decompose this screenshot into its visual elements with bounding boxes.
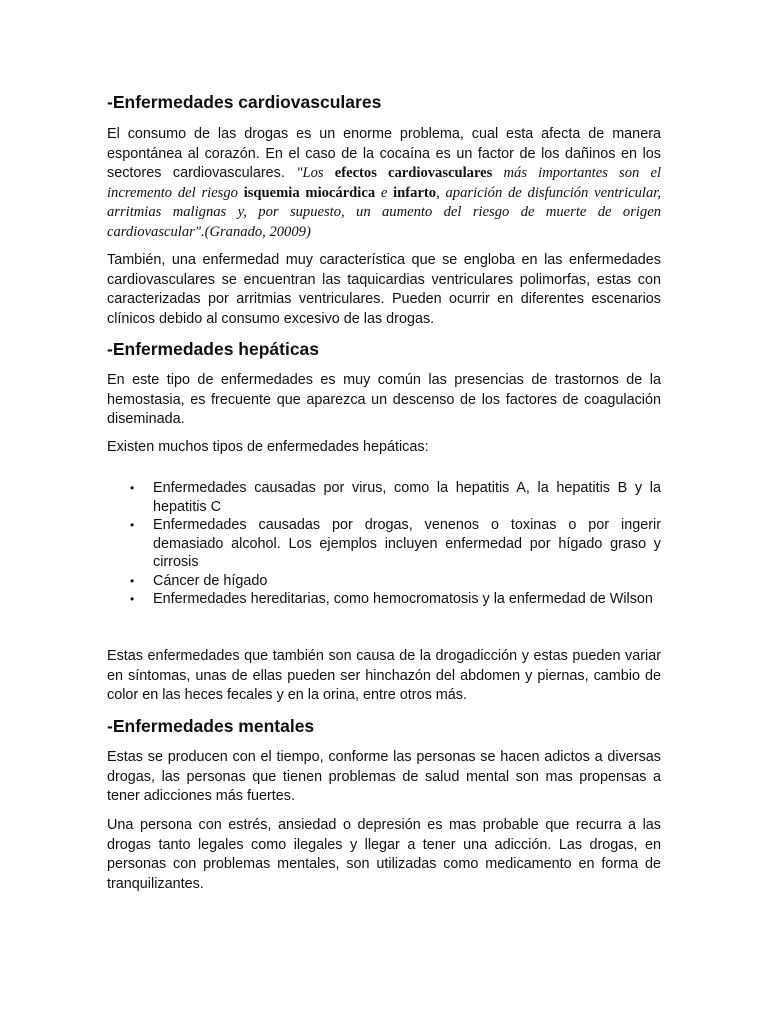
bullet-icon: • — [130, 481, 135, 495]
heading-cardiovasculares: -Enfermedades cardiovasculares — [107, 92, 382, 112]
quote-open: "Los — [296, 165, 335, 181]
list-item-text: Cáncer de hígado — [153, 572, 268, 589]
hepaticas-list — [107, 479, 661, 609]
list-item — [107, 590, 661, 609]
paragraph-cardio-1 — [107, 125, 661, 242]
quote-end: , aparición de disfunción ventricular, arritmias malignas y, por supuesto, un aumento del riesgo de muerte de origen cardiovascular".(Granado, 20009) — [107, 184, 661, 240]
list-item-text: Enfermedades causadas por drogas, venenos o toxinas o por ingerir demasiado alcohol. Los ejemplos incluyen enfermedad por hígado graso y cirrosis — [153, 517, 661, 570]
list-item-text: Enfermedades causadas por virus, como la hepatitis A, la hepatitis B y la hepatitis C — [153, 480, 661, 515]
paragraph-mentales-2: Una persona con estrés, ansiedad o depresión es mas probable que recurra a las drogas tanto legales como ilegales y llegar a tener una adicción. Las drogas, en personas con problemas mentales, son utilizadas como medicamento en forma de tranquilizantes. — [107, 817, 661, 892]
list-item — [107, 479, 661, 516]
list-item — [107, 572, 661, 591]
quote-bold-isquemia: isquemia miocárdica — [243, 184, 376, 201]
list-item — [107, 516, 661, 572]
list-item-text: Enfermedades hereditarias, como hemocromatosis y la enfermedad de Wilson — [153, 591, 653, 607]
bullet-icon: • — [130, 592, 135, 606]
paragraph-hepaticas-2: Existen muchos tipos de enfermedades hepáticas: — [107, 439, 429, 455]
paragraph-cardio-1-text: El consumo de las drogas es un enorme problema, cual esta afecta de manera espontánea al corazón. En el caso de la cocaína es un factor de los dañinos en los sectores cardiovasculares. — [107, 126, 661, 181]
paragraph-mentales-1: Estas se producen con el tiempo, conforme las personas se hacen adictos a diversas drogas, las personas que tienen problemas de salud mental son mas propensas a tener adicciones más fuertes. — [107, 749, 661, 804]
heading-hepaticas: -Enfermedades hepáticas — [107, 339, 320, 359]
bullet-icon: • — [130, 518, 135, 532]
quote-mid-1: más importantes son el incremento del riesgo — [107, 165, 661, 201]
paragraph-hepaticas-1: En este tipo de enfermedades es muy común las presencias de trastornos de la hemostasia, es frecuente que aparezca un descenso de los factores de coagulación diseminada. — [107, 372, 661, 427]
quote-bold-infarto: infarto — [393, 184, 437, 201]
paragraph-hepaticas-3: Estas enfermedades que también son causa de la drogadicción y estas pueden variar en síntomas, unas de ellas pueden ser hinchazón del abdomen y piernas, cambio de color en las heces fecales y en la orina, entre otros más. — [107, 648, 661, 703]
heading-mentales: -Enfermedades mentales — [107, 716, 315, 736]
paragraph-cardio-2: También, una enfermedad muy característica que se engloba en las enfermedades cardiovasculares se encuentran las taquicardias ventriculares polimorfas, estas con caracterizadas por arritmias ventriculares. Pueden ocurrir en diferentes escenarios clínicos debido al consumo excesivo de las drogas. — [107, 252, 661, 327]
quote-bold-efectos: efectos cardiovasculares — [334, 165, 493, 181]
quote-mid-2: e — [375, 184, 394, 201]
bullet-icon: • — [130, 573, 135, 588]
